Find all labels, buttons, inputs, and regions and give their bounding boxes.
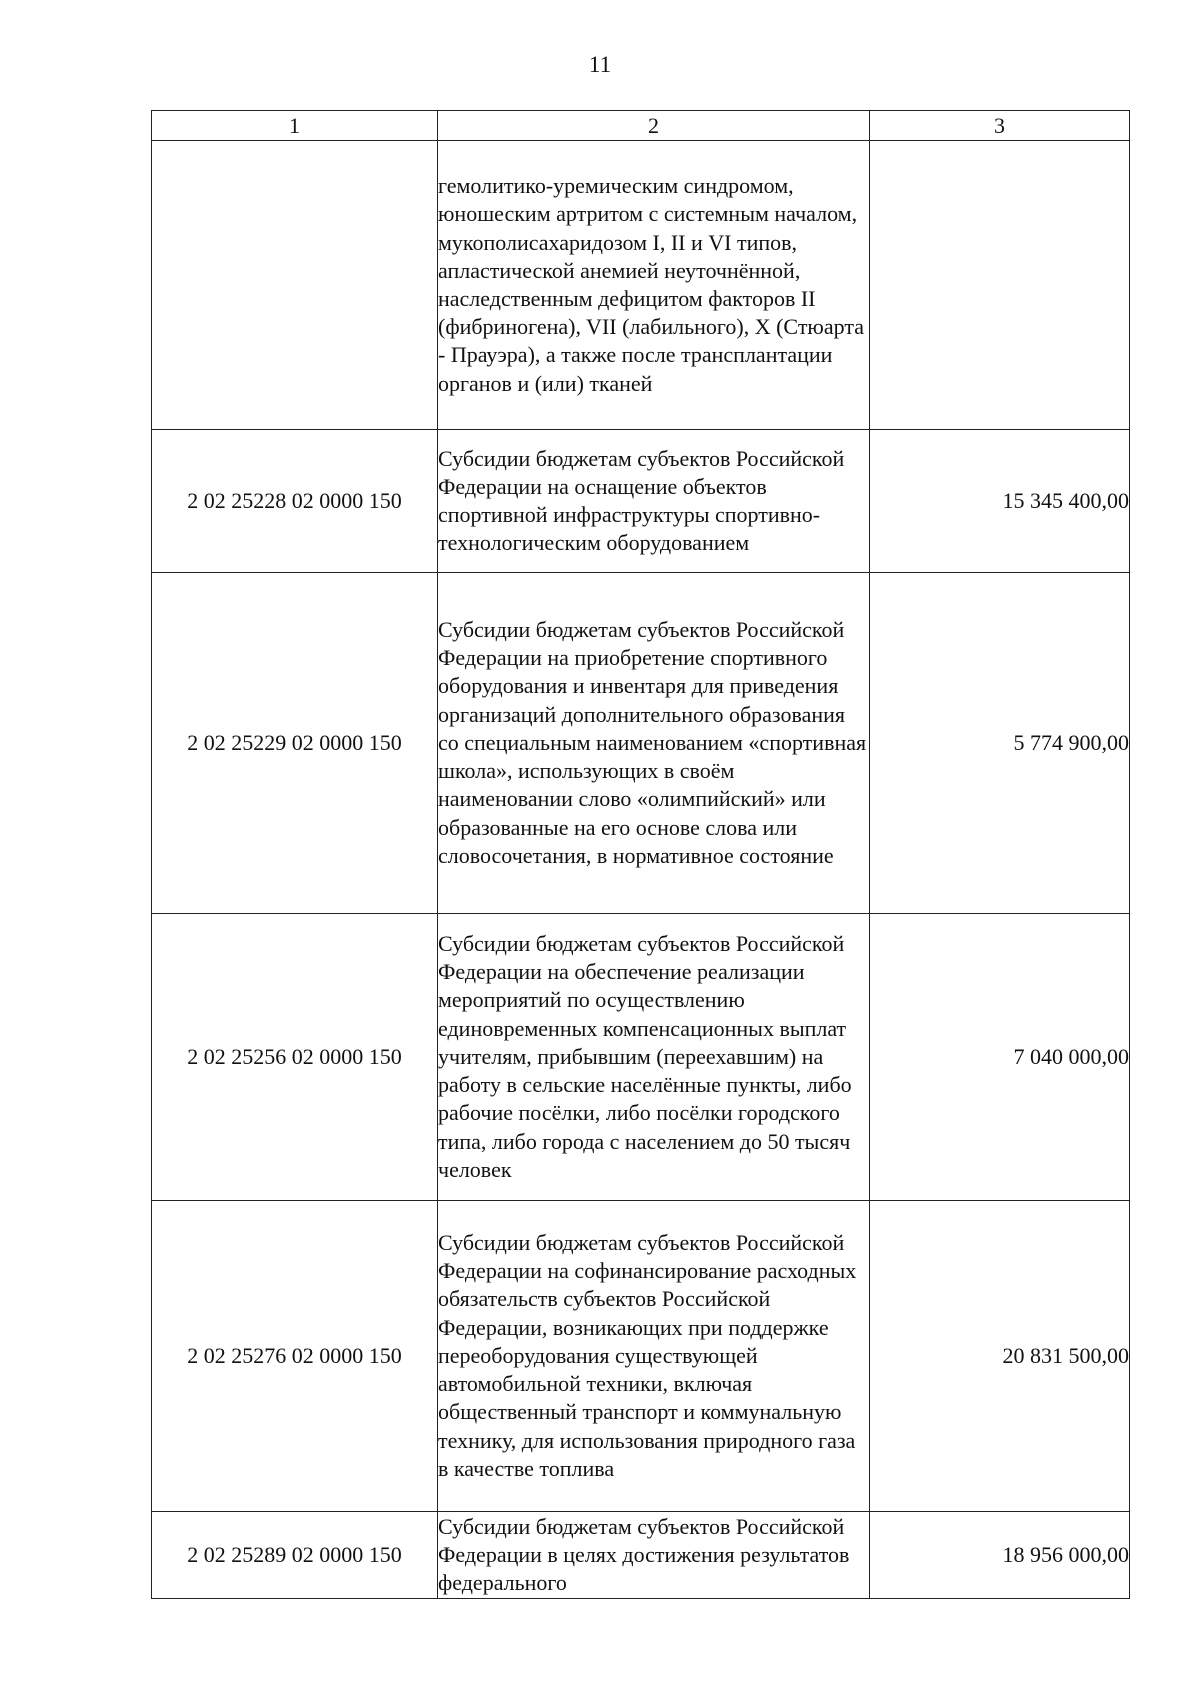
row-code: 2 02 25276 02 0000 150 [152,1201,438,1512]
row-code: 2 02 25229 02 0000 150 [152,573,438,914]
page-number: 11 [588,52,612,77]
table-row [152,141,1130,430]
row-amount: 7 040 000,00 [870,914,1130,1201]
column-header-2: 2 [438,111,870,141]
table-row [152,914,1130,1201]
row-description: Субсидии бюджетам субъектов Российской Федерации на обеспечение реализации мероприятий по осуществлению единовременных компенсационных выплат учителям, прибывшим (переехавшим) на работу в сельские населённые пункты, либо рабочие посёлки, либо посёлки городского типа, либо города с населением до 50 тысяч человек [438,914,870,1201]
row-amount: 5 774 900,00 [870,573,1130,914]
table-row [152,430,1130,573]
table-row [152,1512,1130,1599]
row-description: Субсидии бюджетам субъектов Российской Федерации на софинансирование расходных обязательств субъектов Российской Федерации, возникающих при поддержке переоборудования существующей автомобильной техники, включая общественный транспорт и коммунальную технику, для использования природного газа в качестве топлива [438,1201,870,1512]
row-description: Субсидии бюджетам субъектов Российской Федерации на оснащение объектов спортивной инфраструктуры спортивно-технологическим оборудованием [438,430,870,573]
budget-table [151,110,1130,1599]
row-description: Субсидии бюджетам субъектов Российской Федерации на приобретение спортивного оборудования и инвентаря для приведения организаций дополнительного образования со специальным наименованием «спортивная школа», использующих в своём наименовании слово «олимпийский» или образованные на его основе слова или словосочетания, в нормативное состояние [438,573,870,914]
table-row [152,1201,1130,1512]
table-row [152,573,1130,914]
row-code: 2 02 25256 02 0000 150 [152,914,438,1201]
table-header-row [152,111,1130,141]
column-header-3: 3 [870,111,1130,141]
row-amount: 15 345 400,00 [870,430,1130,573]
row-code: 2 02 25289 02 0000 150 [152,1512,438,1599]
column-header-1: 1 [152,111,438,141]
row-code [152,141,438,430]
row-description: гемолитико-уремическим синдромом, юношеским артритом с системным началом, мукополисахаридозом I, II и VI типов, апластической анемией неуточнённой, наследственным дефицитом факторов II (фибриногена), VII (лабильного), X (Стюарта - Прауэра), а также после трансплантации органов и (или) тканей [438,141,870,430]
row-code: 2 02 25228 02 0000 150 [152,430,438,573]
row-amount: 20 831 500,00 [870,1201,1130,1512]
row-amount [870,141,1130,430]
row-amount: 18 956 000,00 [870,1512,1130,1599]
row-description: Субсидии бюджетам субъектов Российской Федерации в целях достижения результатов федерального [438,1512,870,1599]
